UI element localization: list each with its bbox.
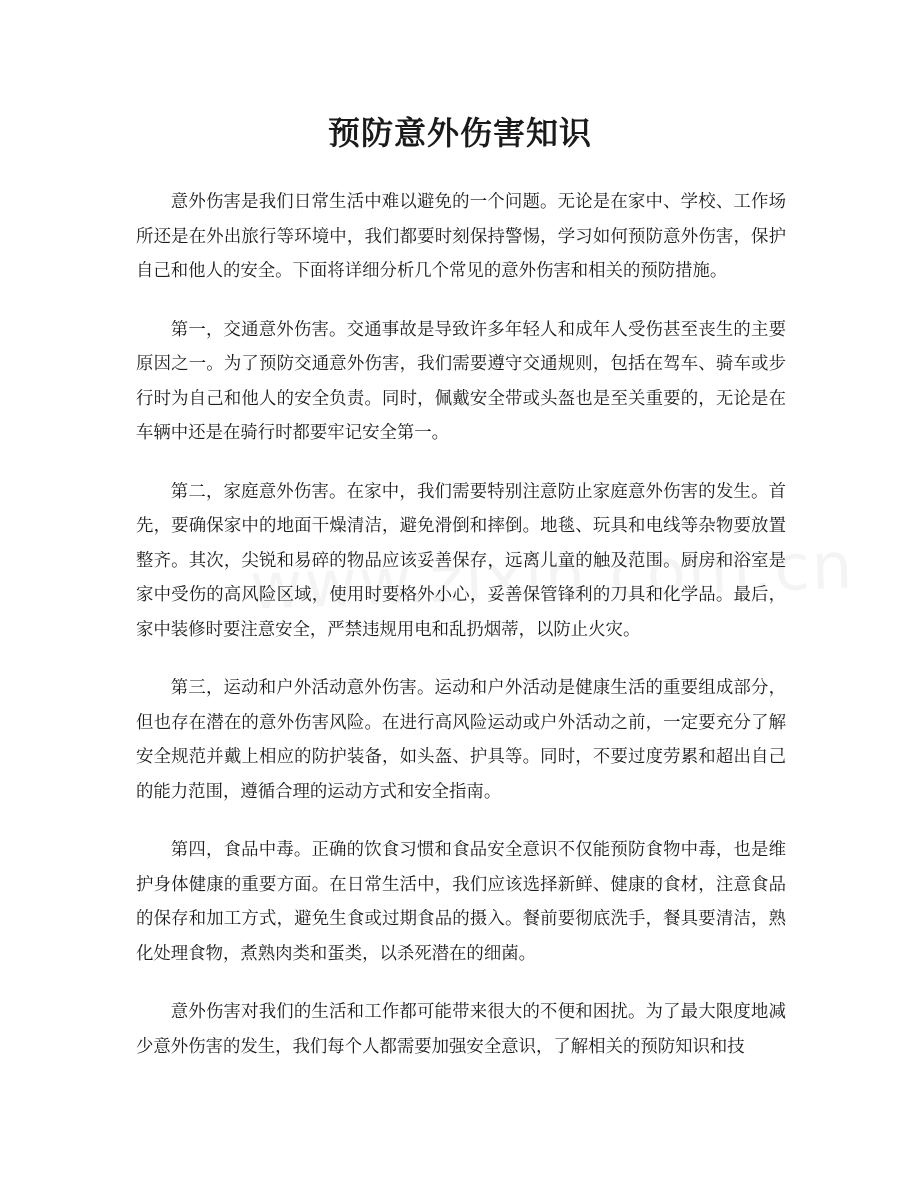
paragraph-intro: 意外伤害是我们日常生活中难以避免的一个问题。无论是在家中、学校、工作场所还是在外出旅行等环境中，我们都要时刻保持警惕，学习如何预防意外伤害，保护自己和他人的安全。下面将详细分析几个常见的意外伤害和相关的预防措施。 (136, 192, 786, 281)
paragraph-food: 第四，食品中毒。正确的饮食习惯和食品安全意识不仅能预防食物中毒，也是维护身体健康的重要方面。在日常生活中，我们应该选择新鲜、健康的食材，注意食品的保存和加工方式，避免生食或过期食品的摄入。餐前要彻底洗手，餐具要清洁，熟化处理食物，煮熟肉类和蛋类，以杀死潜在的细菌。 (136, 840, 786, 964)
document-title: 预防意外伤害知识 (327, 114, 592, 152)
paragraph-conclusion: 意外伤害对我们的生活和工作都可能带来很大的不便和困扰。为了最大限度地减少意外伤害的发生，我们每个人都需要加强安全意识，了解相关的预防知识和技 (136, 1002, 786, 1057)
document-body (136, 185, 786, 1088)
paragraph-traffic: 第一，交通意外伤害。交通事故是导致许多年轻人和成年人受伤甚至丧生的主要原因之一。为了预防交通意外伤害，我们需要遵守交通规则，包括在驾车、骑车或步行时为自己和他人的安全负责。同时，佩戴安全带或头盔也是至关重要的，无论是在车辆中还是在骑行时都要牢记安全第一。 (136, 319, 786, 443)
paragraph-sports: 第三，运动和户外活动意外伤害。运动和户外活动是健康生活的重要组成部分，但也存在潜在的意外伤害风险。在进行高风险运动或户外活动之前，一定要充分了解安全规范并戴上相应的防护装备，如头盔、护具等。同时，不要过度劳累和超出自己的能力范围，遵循合理的运动方式和安全指南。 (136, 678, 786, 802)
paragraph-home: 第二，家庭意外伤害。在家中，我们需要特别注意防止家庭意外伤害的发生。首先，要确保家中的地面干燥清洁，避免滑倒和摔倒。地毯、玩具和电线等杂物要放置整齐。其次，尖锐和易碎的物品应该妥善保存，远离儿童的触及范围。厨房和浴室是家中受伤的高风险区域，使用时要格外小心，妥善保管锋利的刀具和化学品。最后，家中装修时要注意安全，严禁违规用电和乱扔烟蒂，以防止火灾。 (136, 481, 786, 640)
